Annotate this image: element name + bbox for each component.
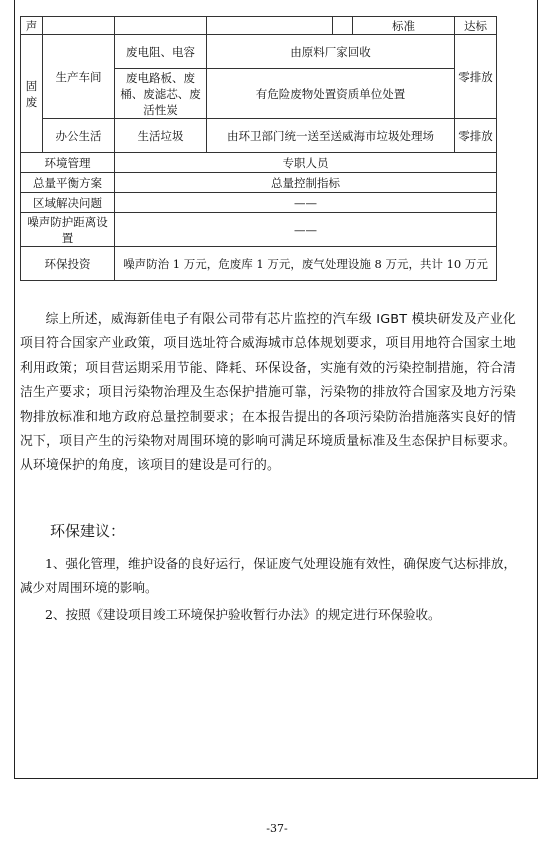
row-label: 环保投资: [21, 247, 115, 281]
table-row: [21, 247, 497, 281]
row-value: ——: [115, 193, 497, 213]
table-row: [21, 119, 497, 153]
waste-type-cell: 生活垃圾: [115, 119, 207, 153]
page-number: -37-: [266, 822, 288, 835]
table-cell: 达标: [455, 17, 497, 35]
waste-type-cell: 废电阻、电容: [115, 35, 207, 69]
suggestion-item: 2、按照《建设项目竣工环境保护验收暂行办法》的规定进行环保验收。: [45, 607, 441, 622]
disposal-cell: 有危险废物处置资质单位处置: [207, 69, 455, 119]
table-row: [21, 17, 497, 35]
disposal-cell: 由环卫部门统一送至送威海市垃圾处理场: [207, 119, 455, 153]
row-value: 专职人员: [115, 153, 497, 173]
solid-waste-label: 固废: [21, 35, 43, 153]
table-cell: [43, 17, 115, 35]
table-row: [21, 153, 497, 173]
table-row: [21, 35, 497, 69]
zero-discharge-cell: 零排放: [455, 119, 497, 153]
table-cell: 声: [21, 17, 43, 35]
table-row: [21, 193, 497, 213]
row-value: 噪声防治 1 万元，危废库 1 万元，废气处理设施 8 万元，共计 10 万元: [115, 247, 497, 281]
table-cell: [115, 17, 207, 35]
row-label: 区域解决问题: [21, 193, 115, 213]
disposal-cell: 由原料厂家回收: [207, 35, 455, 69]
table-cell: [207, 17, 333, 35]
table-cell: 标准: [353, 17, 455, 35]
conclusion-paragraph: 综上所述，威海新佳电子有限公司带有芯片监控的汽车级 IGBT 模块研发及产业化项目符合国家产业政策，项目选址符合威海城市总体规划要求，项目用地符合国家土地利用政策；项目营运期采用节能、降耗、环保设备，实施有效的污染控制措施，符合清洁生产要求；项目污染物治理及生态保护措施可靠，污染物的排放符合国家及地方污染物排放标准和地方政府总量控制要求；在本报告提出的各项污染防治措施落实良好的情况下，项目产生的污染物对周围环境的影响可满足环境质量标准及生态保护目标要求。从环境保护的角度，该项目的建设是可行的。: [20, 312, 516, 474]
environmental-measures-table: [20, 16, 497, 281]
row-label: 环境管理: [21, 153, 115, 173]
suggestion-item: 1、强化管理，维护设备的良好运行，保证废气处理设施有效性，确保废气达标排放，减少对周围环境的影响。: [20, 556, 516, 595]
table-cell: [333, 17, 353, 35]
table-row: [21, 173, 497, 193]
zero-discharge-cell: 零排放: [455, 35, 497, 119]
row-value: 总量控制指标: [115, 173, 497, 193]
suggestions-title: 环保建议：: [50, 522, 126, 540]
office-label: 办公生活: [43, 119, 115, 153]
workshop-label: 生产车间: [43, 35, 115, 119]
waste-type-cell: 废电路板、废桶、废滤芯、废活性炭: [115, 69, 207, 119]
row-value: ——: [115, 213, 497, 247]
row-label: 总量平衡方案: [21, 173, 115, 193]
row-label: 噪声防护距离设置: [21, 213, 115, 247]
table-row: [21, 213, 497, 247]
